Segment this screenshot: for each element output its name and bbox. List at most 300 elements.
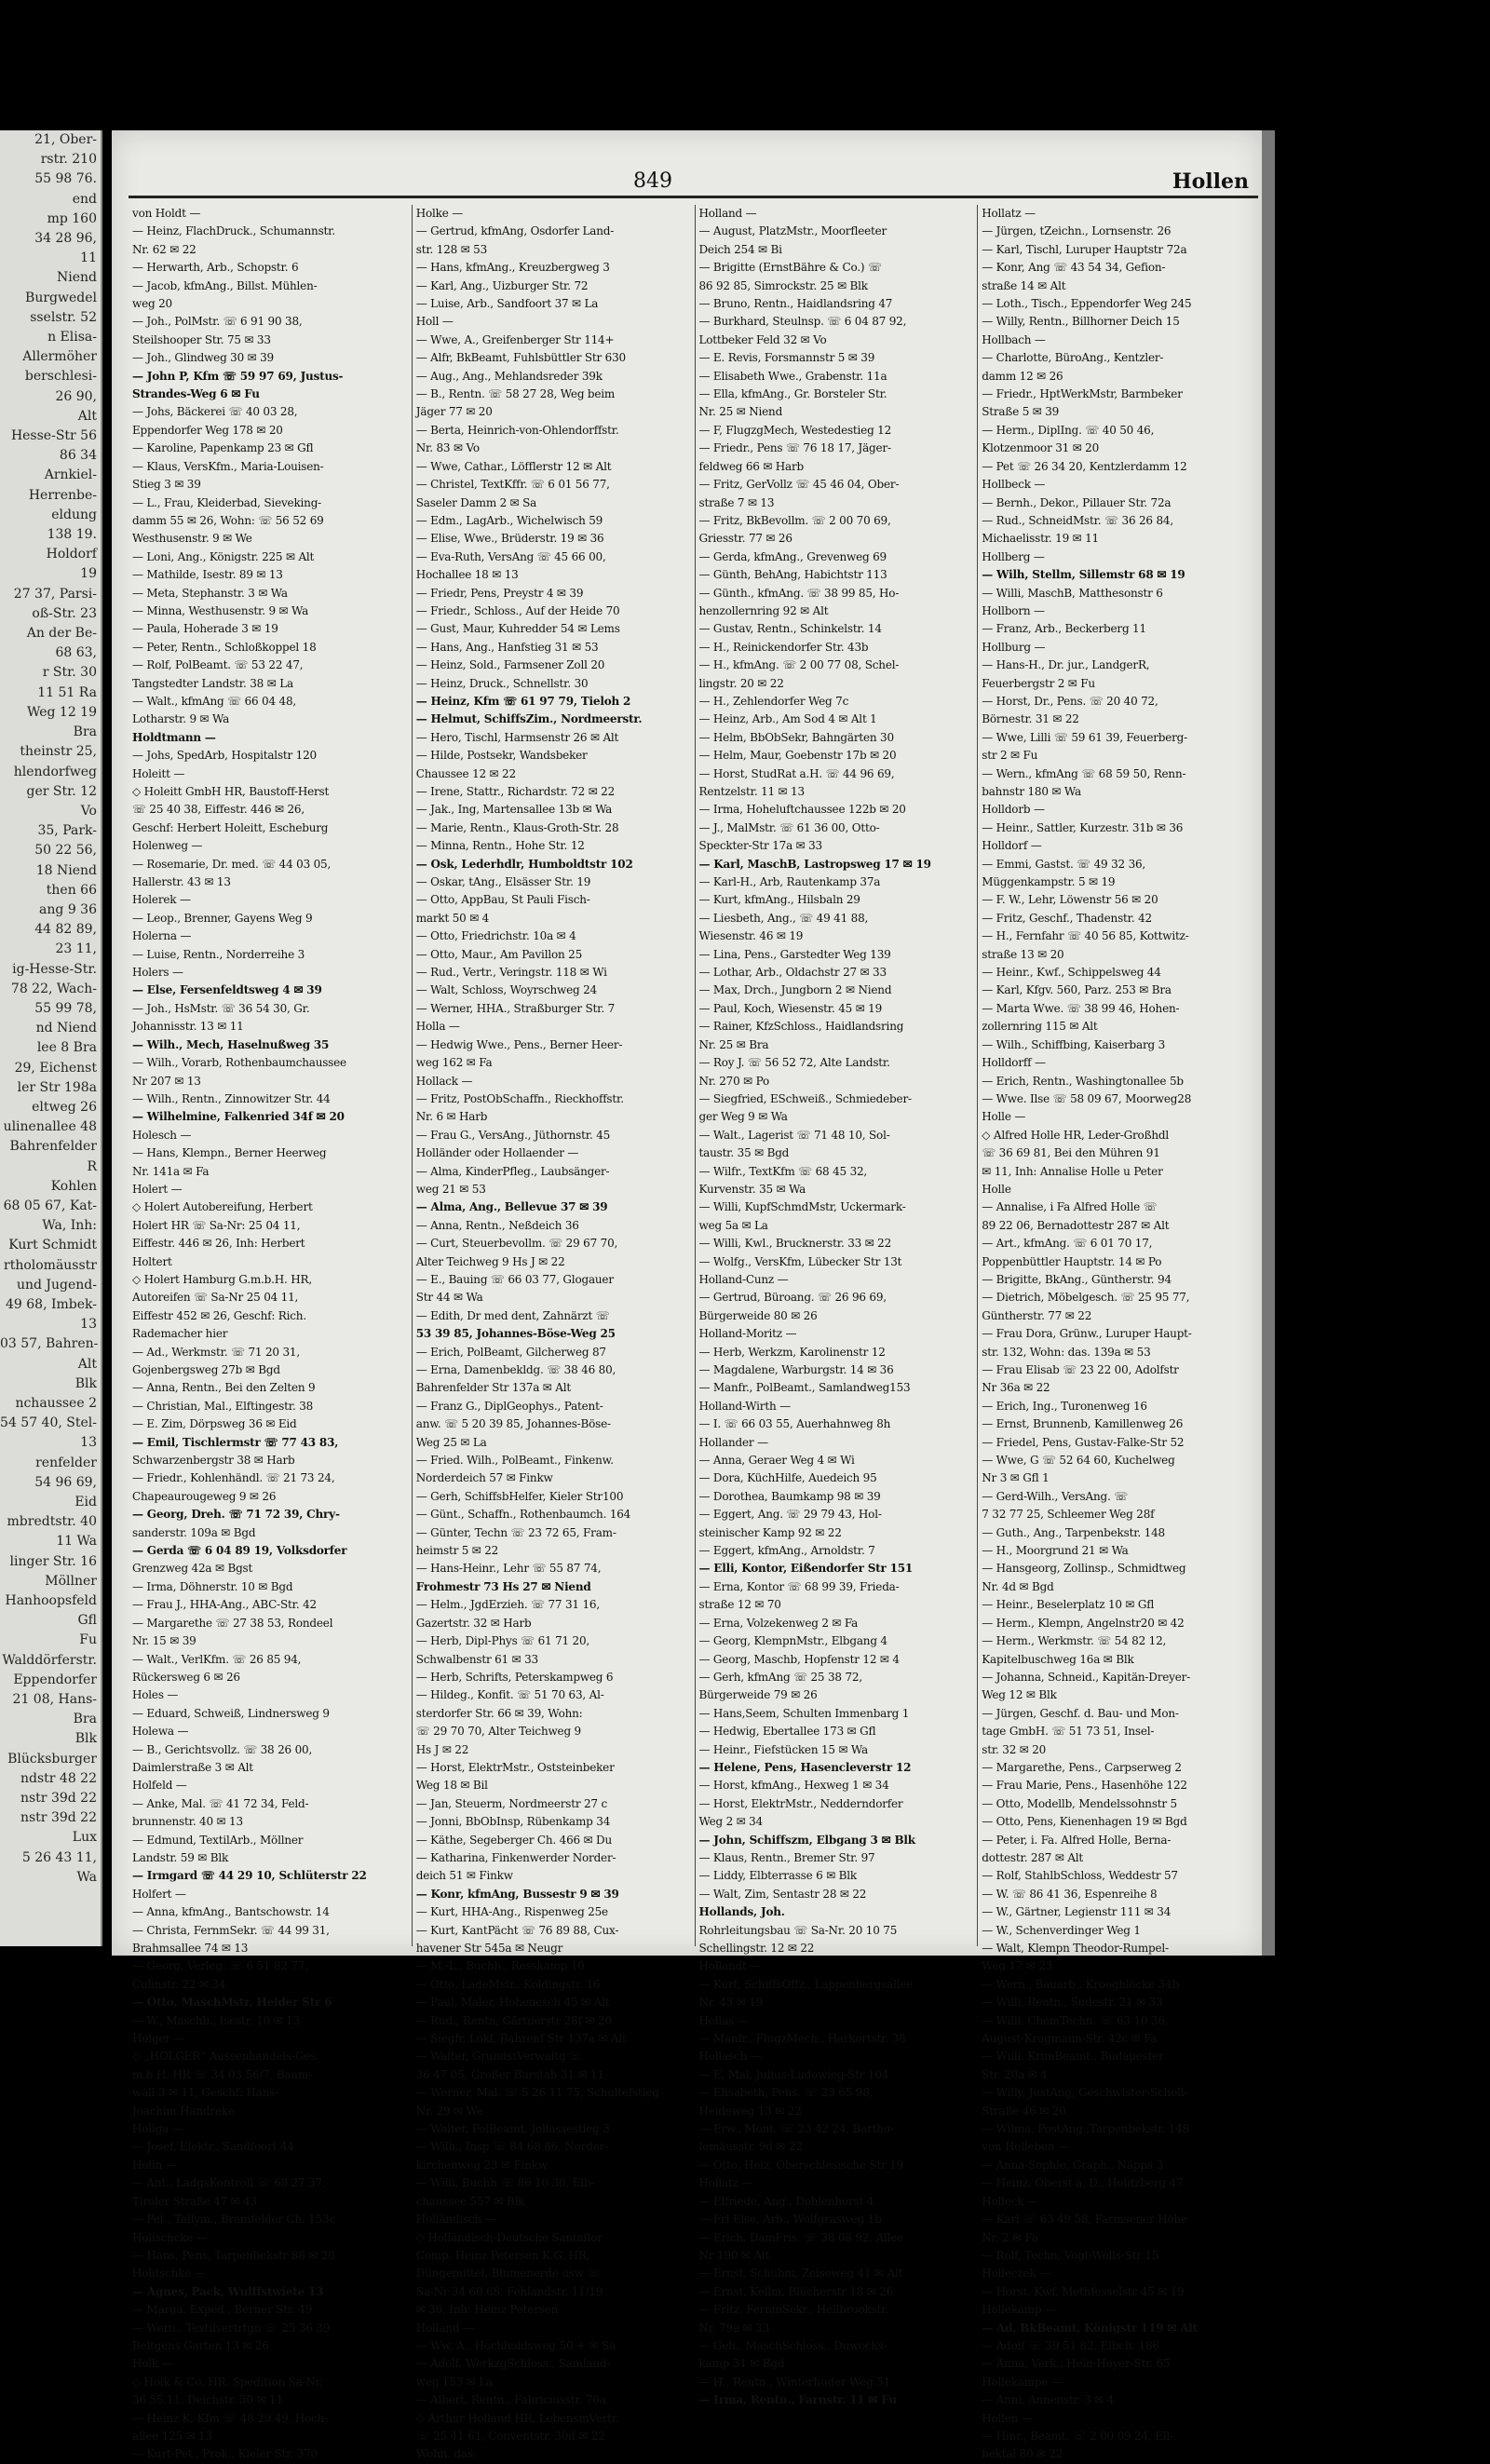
- fragment-line: 138 19.: [47, 527, 97, 543]
- directory-entry-line: — Horst, kfmAng., Hexweg 1 ✉ 34: [698, 1779, 889, 1793]
- directory-entry-line: henzollernring 92 ✉ Alt: [698, 603, 829, 617]
- directory-entry-line: Holitschke —: [132, 2267, 206, 2281]
- directory-entry-line: — Elisabeth Wwe., Grabenstr. 11a: [698, 369, 887, 383]
- directory-entry-line: Feuerbergstr 2 ✉ Fu: [982, 676, 1095, 690]
- directory-entry-line: — H., kfmAng. ☏ 2 00 77 08, Schel-: [698, 658, 900, 672]
- directory-entry-line: — W., Gärtner, Legienstr 111 ✉ 34: [982, 1905, 1172, 1919]
- fragment-line: Blücksburger: [7, 1751, 97, 1767]
- fragment-line: mbredtstr. 40: [7, 1514, 97, 1530]
- directory-entry-line: — Oskar, tAng., Elsässer Str. 19: [415, 875, 591, 889]
- fragment-line: Kohlen: [50, 1178, 97, 1194]
- directory-entry-line: Holerek —: [132, 893, 191, 907]
- directory-entry-line: Weg 18 ✉ Bil: [415, 1779, 488, 1793]
- directory-entry-line: sterdorfer Str. 66 ✉ 39, Wohn:: [415, 1706, 583, 1720]
- directory-entry-line: — Annalise, i Fa Alfred Holle ☏: [982, 1200, 1158, 1214]
- directory-page: [112, 130, 1262, 2461]
- directory-entry-line: — Georg, Dreh. ☏ 71 72 39, Chry-: [132, 1508, 340, 1522]
- directory-entry-line: Sa-Nr 34 60 68, Fehlandstr. 11/19: [415, 2284, 603, 2298]
- directory-entry-line: Rückersweg 6 ✉ 26: [132, 1670, 240, 1684]
- fragment-line: Alt: [77, 408, 97, 424]
- directory-entry-line: kamp 31 ✉ Bgd: [698, 2357, 785, 2371]
- directory-entry-line: — Fritz, FernmSekr., Hellbrookstr.: [698, 2303, 888, 2317]
- directory-entry-line: markt 50 ✉ 4: [415, 911, 490, 925]
- fragment-line: Allermöher: [22, 349, 97, 365]
- directory-entry-line: — Wwe, A., Greifenberger Str 114+: [415, 332, 615, 346]
- directory-entry-line: — Fried. Wilh., PolBeamt., Finkenw.: [415, 1454, 614, 1468]
- directory-entry-line: — Friedr., Kohlenhändl. ☏ 21 73 24,: [132, 1471, 335, 1485]
- directory-entry-line: Holldorf —: [982, 839, 1042, 853]
- directory-entry-line: Holfeld —: [132, 1779, 187, 1793]
- directory-entry-line: — Siegfried, ESchweiß., Schmiedeber-: [698, 1091, 912, 1105]
- directory-entry-line: — Wern., kfmAng ☏ 68 59 50, Renn-: [982, 766, 1186, 780]
- directory-entry-line: — Otto, LadeMstr., Koldingstr. 16: [415, 1977, 601, 1991]
- fragment-line: renfelder: [35, 1455, 97, 1470]
- fragment-line: n Elisa-: [47, 330, 97, 345]
- fragment-line: Blk: [74, 1375, 97, 1391]
- directory-entry-line: Kapitelbuschweg 16a ✉ Blk: [982, 1652, 1134, 1666]
- directory-entry-line: — Heinz K, Kfm ☏ 48 29 49, Hoch-: [132, 2411, 328, 2425]
- directory-entry-line: Hollbeck —: [982, 478, 1046, 492]
- directory-entry-line: heimstr 5 ✉ 22: [415, 1544, 499, 1558]
- directory-entry-line: — Karl, Kfgv. 560, Parz. 253 ✉ Bra: [982, 983, 1172, 997]
- directory-entry-line: ☏ 29 70 70, Alter Teichweg 9: [415, 1725, 581, 1739]
- directory-entry-line: — Joh., HsMstr. ☏ 36 54 30, Gr.: [132, 1001, 310, 1015]
- fragment-line: Wa, Inh:: [42, 1218, 97, 1234]
- header-rule: [129, 196, 1258, 198]
- directory-entry-line: — Erich, DamFris. ☏ 38 08 92, Allee: [698, 2230, 904, 2244]
- directory-entry-line: — Magdalene, Warburgstr. 14 ✉ 36: [698, 1363, 894, 1376]
- directory-entry-line: Autoreifen ☏ Sa-Nr 25 04 11,: [132, 1291, 299, 1305]
- directory-entry-line: Holes —: [132, 1688, 179, 1702]
- directory-entry-line: ◇ Arthur Holland HR, LebensmVertr.: [415, 2411, 619, 2425]
- directory-entry-line: — Wilma, PostAng.,Tarpenbekstr. 148: [982, 2122, 1189, 2136]
- directory-entry-line: — Johanna, Schneid., Kapitän-Dreyer-: [982, 1670, 1191, 1684]
- directory-entry-line: — Wilh., Rentn., Zinnowitzer Str. 44: [132, 1091, 331, 1105]
- directory-entry-line: — Alfr, BkBeamt, Fuhlsbüttler Str 630: [415, 351, 626, 365]
- directory-entry-line: Hollatz —: [982, 207, 1036, 220]
- directory-entry-line: Holland-Wirth —: [698, 1399, 791, 1413]
- directory-entry-line: — Gerda, kfmAng., Grevenweg 69: [698, 549, 887, 563]
- directory-entry-line: — Liesbeth, Ang., ☏ 49 41 88,: [698, 911, 869, 925]
- directory-entry-line: — Hans-H., Dr. jur., LandgerR,: [982, 658, 1150, 672]
- fragment-line: ger Str. 12: [26, 783, 97, 799]
- directory-entry-line: — Ernst, Kellm, Blücherstr 18 ✉ 26: [698, 2284, 894, 2298]
- directory-entry-line: — Christian, Mal., Elftingestr. 38: [132, 1399, 314, 1413]
- fragment-line: ler Str 198a: [17, 1079, 97, 1095]
- directory-entry-line: — Hans, Pens, Tarpenbekstr 88 ✉ 20: [132, 2248, 335, 2262]
- directory-entry-line: Saseler Damm 2 ✉ Sa: [415, 495, 537, 509]
- directory-entry-line: — Rainer, KfzSchloss., Haidlandsring: [698, 1020, 904, 1034]
- directory-entry-line: — Jürgen, Geschf. d. Bau- und Mon-: [982, 1706, 1179, 1720]
- directory-entry-line: — Wilh., Schiffbing, Kaiserbarg 3: [982, 1037, 1166, 1051]
- directory-entry-line: Hollander —: [698, 1435, 768, 1449]
- directory-entry-line: — Kurt-Pet., Prok., Kieler Str. 370: [132, 2447, 318, 2461]
- directory-entry-line: — W. ☏ 86 41 36, Espenreihe 8: [982, 1887, 1158, 1901]
- directory-entry-line: — Willi, Buchh ☏ 86 10 30, Elb-: [415, 2176, 595, 2190]
- directory-entry-line: — Friedr., Schloss., Auf der Heide 70: [415, 603, 620, 617]
- directory-entry-line: — Manfr., FlugzMech., Harkortstr. 38: [698, 2032, 906, 2046]
- fragment-line: 55 99 78,: [34, 1000, 97, 1016]
- directory-entry-line: — Günth., kfmAng. ☏ 38 99 85, Ho-: [698, 586, 900, 600]
- directory-entry-line: str 2 ✉ Fu: [982, 749, 1038, 763]
- directory-entry-line: — Georg, Maschb, Hopfenstr 12 ✉ 4: [698, 1652, 900, 1666]
- directory-entry-line: ◇ „HOLGER“ Aussenhandels-Ges.: [132, 2050, 319, 2064]
- directory-entry-line: Str 44 ✉ Wa: [415, 1291, 483, 1305]
- directory-entry-line: — Katharina, Finkenwerder Norder-: [415, 1850, 616, 1864]
- directory-entry-line: — Wern., Bauarb., Kroogblöcke 34b: [982, 1977, 1179, 1991]
- directory-entry-line: — Adolf, WerkzgSchloss., Samland-: [415, 2357, 611, 2371]
- directory-entry-line: ☏ 25 41 61, Conventstr. 30d ✉ 22: [415, 2429, 605, 2443]
- directory-entry-line: — Karl-H., Arb, Rautenkamp 37a: [698, 875, 881, 889]
- directory-entry-line: — Ella, kfmAng., Gr. Borsteler Str.: [698, 387, 887, 401]
- directory-entry-line: sanderstr. 109a ✉ Bgd: [132, 1525, 256, 1539]
- directory-entry-line: Nr. 141a ✉ Fa: [132, 1164, 210, 1178]
- directory-entry-line: — Wilh., Mech, Haselnußweg 35: [132, 1037, 330, 1051]
- column-4: [977, 205, 1260, 2461]
- directory-entry-line: — Ww, A., Hochholdsweg 50 + ✉ Sa: [415, 2338, 616, 2352]
- directory-entry-line: — John P, Kfm ☏ 59 97 69, Justus-: [132, 369, 344, 383]
- directory-entry-line: — Minna, Westhusenstr. 9 ✉ Wa: [132, 603, 309, 617]
- fragment-line: Lux: [72, 1830, 97, 1846]
- directory-entry-line: Nr. 4d ✉ Bgd: [982, 1579, 1054, 1593]
- directory-entry-line: Holischcke —: [132, 2230, 208, 2244]
- directory-entry-line: m.b.H. HR ☏ 34 03 56/7, Baum-: [132, 2067, 312, 2081]
- directory-entry-line: — Ernst, Brunnenb, Kamillenweg 26: [982, 1417, 1184, 1431]
- directory-entry-line: — E, Mal, Julius-Ludowieg-Str 104: [698, 2067, 889, 2081]
- directory-entry-line: — Günt., Schaffn., Rothenbaumch. 164: [415, 1508, 631, 1522]
- directory-entry-line: wall 3 ✉ 11, Geschf: Hans-: [132, 2086, 279, 2100]
- directory-entry-line: Tiroler Straße 47 ✉ 43: [132, 2194, 257, 2208]
- directory-entry-line: — Erich, Rentn., Washingtonallee 5b: [982, 1074, 1184, 1088]
- directory-entry-line: — Erna, Damenbekldg. ☏ 38 46 80,: [415, 1363, 616, 1376]
- directory-entry-line: allee 125 ✉ 13: [132, 2429, 212, 2443]
- directory-entry-line: Holger —: [132, 2032, 185, 2046]
- directory-entry-line: — Wilhelmine, Falkenried 34f ✉ 20: [132, 1110, 345, 1124]
- directory-entry-line: straße 7 ✉ 13: [698, 495, 775, 509]
- fragment-line: Vo: [80, 803, 97, 819]
- fragment-line: 54 96 69,: [34, 1474, 97, 1490]
- directory-entry-line: Hollasch —: [698, 2050, 762, 2064]
- directory-entry-line: — Margarethe, Pens., Carpserweg 2: [982, 1760, 1182, 1774]
- directory-entry-line: — Paul, Maler, Hohenesch 45 ✉ Alt: [415, 1996, 610, 2010]
- directory-entry-line: Culinstr. 22 ✉ 34: [132, 1977, 226, 1991]
- directory-entry-line: — Ernst, Schuhm, Zeiseweg 41 ✉ Alt: [698, 2267, 903, 2281]
- directory-entry-line: Geschf: Herbert Holeitt, Escheburg: [132, 820, 329, 834]
- guide-word: Hollen: [1172, 169, 1249, 194]
- adjacent-page-fragment: [0, 130, 102, 1946]
- directory-entry-line: ✉ 36, Inh: Heinz Petersen: [415, 2303, 559, 2317]
- directory-entry-line: — H., Reinickendorfer Str. 43b: [698, 640, 869, 654]
- directory-entry-line: — Walt, Zim, Sentastr 28 ✉ 22: [698, 1887, 867, 1901]
- directory-entry-line: — Otto, AppBau, St Pauli Fisch-: [415, 893, 590, 907]
- directory-entry-line: — Jacob, kfmAng., Billst. Mühlen-: [132, 278, 318, 292]
- directory-entry-line: Alter Teichweg 9 Hs J ✉ 22: [415, 1254, 565, 1268]
- fragment-line: 68 63,: [55, 645, 97, 661]
- directory-entry-line: — Willy, Rentn., Billhorner Deich 15: [982, 315, 1180, 329]
- directory-entry-line: Hollas —: [698, 2013, 749, 2027]
- directory-entry-line: Eiffestr. 446 ✉ 26, Inh: Herbert: [132, 1237, 305, 1251]
- directory-entry-line: — E. Zim, Dörpsweg 36 ✉ Eid: [132, 1417, 297, 1431]
- directory-entry-line: Nr. 270 ✉ Po: [698, 1074, 770, 1088]
- directory-entry-line: — Adolf ☏ 39 51 82, Elbch. 186: [982, 2338, 1159, 2352]
- directory-entry-line: — Ant., LadgsKontroll ☏ 68 27 37,: [132, 2176, 326, 2190]
- directory-entry-line: — Otto, Friedrichstr. 10a ✉ 4: [415, 929, 576, 943]
- directory-entry-line: — Franz G., DiplGeophys., Patent-: [415, 1399, 603, 1413]
- directory-entry-line: — Liddy, Elbterrasse 6 ✉ Blk: [698, 1869, 858, 1883]
- directory-entry-line: — Burkhard, Steulnsp. ☏ 6 04 87 92,: [698, 315, 907, 329]
- directory-entry-line: Jäger 77 ✉ 20: [415, 405, 493, 419]
- directory-entry-line: Deich 254 ✉ Bi: [698, 242, 782, 256]
- directory-entry-line: Nr. 62 ✉ 22: [132, 242, 196, 256]
- directory-entry-line: — Hilde, Postsekr, Wandsbeker: [415, 749, 588, 763]
- directory-entry-line: — Willi, Kwl., Brucknerstr. 33 ✉ 22: [698, 1237, 892, 1251]
- directory-entry-line: Nr 36a ✉ 22: [982, 1381, 1050, 1395]
- directory-entry-line: ◇ Alfred Holle HR, Leder-Großhdl: [982, 1128, 1170, 1142]
- directory-entry-line: Wohn. das.: [415, 2447, 477, 2461]
- directory-entry-line: ✉ 11, Inh: Annalise Holle u Peter: [982, 1164, 1163, 1178]
- directory-entry-line: Daimlerstraße 3 ✉ Alt: [132, 1760, 253, 1774]
- directory-entry-line: Lotharstr. 9 ✉ Wa: [132, 712, 230, 726]
- directory-entry-line: — Leop., Brenner, Gayens Weg 9: [132, 911, 313, 925]
- directory-entry-line: — Irma, Döhnerstr. 10 ✉ Bgd: [132, 1579, 293, 1593]
- directory-entry-line: — Gerh, SchiffsbHelfer, Kieler Str100: [415, 1489, 624, 1503]
- directory-entry-line: Nr. 15 ✉ 39: [132, 1634, 196, 1648]
- directory-entry-line: Nr. 29 ✉ We: [415, 2104, 483, 2118]
- directory-entry-line: Holldorb —: [982, 803, 1045, 817]
- directory-entry-line: — H., Moorgrund 21 ✉ Wa: [982, 1544, 1129, 1558]
- directory-entry-line: — Bernh., Dekor., Pillauer Str. 72a: [982, 495, 1172, 509]
- directory-entry-line: Börnestr. 31 ✉ 22: [982, 712, 1079, 726]
- directory-entry-line: — Willi, KupfSchmdMstr, Uckermark-: [698, 1200, 906, 1214]
- directory-entry-line: — Siegfr, Lokf, Bahrenf Str 137a ✉ Alt: [415, 2032, 627, 2046]
- directory-entry-line: — J., MalMstr. ☏ 61 36 00, Otto-: [698, 820, 880, 834]
- directory-entry-line: Straße 46 ✉ 20: [982, 2104, 1066, 2118]
- directory-entry-line: weg 153 ✉ La: [415, 2375, 493, 2389]
- directory-entry-line: damm 12 ✉ 26: [982, 369, 1063, 383]
- directory-entry-line: Eiffestr 452 ✉ 26, Geschf: Rich.: [132, 1308, 306, 1322]
- directory-entry-line: — Marga, Exped., Berner Str. 49: [132, 2303, 313, 2317]
- directory-entry-line: Weg 2 ✉ 34: [698, 1815, 764, 1829]
- directory-entry-line: — Eduard, Schweiß, Lindnersweg 9: [132, 1706, 330, 1720]
- directory-entry-line: Gazertstr. 32 ✉ Harb: [415, 1616, 532, 1630]
- fragment-line: 21, Ober-: [34, 132, 97, 147]
- directory-entry-line: steinischer Kamp 92 ✉ 22: [698, 1525, 842, 1539]
- directory-entry-line: lingstr. 20 ✉ 22: [698, 676, 784, 690]
- directory-entry-line: — Gerda ☏ 6 04 89 19, Volksdorfer: [132, 1544, 347, 1558]
- directory-entry-line: — Frau J., HHA-Ang., ABC-Str. 42: [132, 1598, 317, 1612]
- directory-entry-line: — Erna, Kontor ☏ 68 99 39, Frieda-: [698, 1579, 900, 1593]
- directory-entry-line: Holtert: [132, 1254, 172, 1268]
- directory-entry-line: von Holleben —: [982, 2140, 1069, 2154]
- directory-entry-line: — Rolf, StahlbSchloss, Weddestr 57: [982, 1869, 1178, 1883]
- directory-entry-line: — Hans, Klempn., Berner Heerweg: [132, 1146, 327, 1160]
- column-1: [129, 205, 412, 2461]
- directory-entry-line: 86 92 85, Simrockstr. 25 ✉ Blk: [698, 278, 868, 292]
- directory-entry-line: feldweg 66 ✉ Harb: [698, 459, 805, 473]
- fragment-line: Hesse-Str 56: [10, 428, 97, 444]
- directory-entry-line: — Joh., PolMstr. ☏ 6 91 90 38,: [132, 315, 303, 329]
- directory-entry-line: — Mathilde, Isestr. 89 ✉ 13: [132, 568, 283, 582]
- fragment-line: lee 8 Bra: [36, 1040, 97, 1056]
- directory-entry-line: — Herb, Werkzm, Karolinenstr 12: [698, 1345, 886, 1359]
- directory-entry-line: — Alma, KinderPfleg., Laubsänger-: [415, 1164, 610, 1178]
- directory-entry-line: — Walt., kfmAng ☏ 66 04 48,: [132, 694, 297, 708]
- directory-entry-line: — H., Zehlendorfer Weg 7c: [698, 694, 849, 708]
- directory-entry-line: Holk —: [132, 2357, 173, 2371]
- directory-entry-line: — Hansgeorg, Zollinsp., Schmidtweg: [982, 1562, 1186, 1576]
- directory-entry-line: Schwarzenbergstr 38 ✉ Harb: [132, 1454, 295, 1468]
- directory-entry-line: — Karoline, Papenkamp 23 ✉ Gfl: [132, 441, 314, 455]
- directory-entry-line: weg 162 ✉ Fa: [415, 1056, 493, 1070]
- directory-entry-line: Hollburg —: [982, 640, 1046, 654]
- directory-entry-line: — Pet., Tallym., Bramfelder Ch. 153c: [132, 2213, 335, 2227]
- directory-entry-line: — Irene, Stattr., Richardstr. 72 ✉ 22: [415, 785, 616, 798]
- directory-entry-line: ☏ 25 40 38, Eiffestr. 446 ✉ 26,: [132, 803, 305, 817]
- directory-entry-line: — F. W., Lehr, Löwenstr 56 ✉ 20: [982, 893, 1158, 907]
- directory-entry-line: Hollberg —: [982, 549, 1045, 563]
- directory-entry-line: Michaelisstr. 19 ✉ 11: [982, 532, 1099, 546]
- fragment-line: 13: [80, 1435, 97, 1451]
- directory-entry-line: — Peter, i. Fa. Alfred Holle, Berna-: [982, 1833, 1172, 1847]
- directory-entry-line: — Friedr, Pens, Preystr 4 ✉ 39: [415, 586, 584, 600]
- directory-entry-line: — Heinz, FlachDruck., Schumannstr.: [132, 224, 335, 238]
- directory-entry-line: — Anna-Sophie, Graph., Näpps 3: [982, 2158, 1163, 2172]
- directory-entry-line: — B., Gerichtsvollz. ☏ 38 26 00,: [132, 1742, 313, 1756]
- directory-entry-line: — Horst, ElektrMstr., Oststeinbeker: [415, 1760, 615, 1774]
- directory-entry-line: — Hedwig, Ebertallee 173 ✉ Gfl: [698, 1725, 876, 1739]
- fragment-line: und Jugend-: [16, 1277, 97, 1293]
- directory-entry-line: — E., Bauing ☏ 66 03 77, Glogauer: [415, 1272, 614, 1286]
- directory-entry-line: — Heinr., Kwf., Schippelsweg 44: [982, 966, 1161, 980]
- directory-entry-line: — M.-L., Buchh., Resskamp 10: [415, 1959, 585, 1973]
- directory-entry-line: Weg 12 ✉ Blk: [982, 1688, 1057, 1702]
- directory-entry-line: — Georg, Verleg. ☏ 6 51 82 77,: [132, 1959, 308, 1973]
- directory-entry-line: — Paul, Koch, Wiesenstr. 45 ✉ 19: [698, 1001, 883, 1015]
- directory-entry-line: Westhusenstr. 9 ✉ We: [132, 532, 252, 546]
- directory-entry-line: — Käthe, Segeberger Ch. 466 ✉ Du: [415, 1833, 613, 1847]
- directory-entry-line: Holland-Cunz —: [698, 1272, 789, 1286]
- directory-entry-line: Holeitt —: [132, 766, 185, 780]
- directory-entry-line: — Erw., Mont. ☏ 23 42 24, Bartho-: [698, 2122, 894, 2136]
- fragment-line: Gfl: [77, 1613, 97, 1629]
- directory-entry-line: Bürgerweide 79 ✉ 26: [698, 1688, 818, 1702]
- directory-entry-line: — Walter, PolBeamt, Jollassestieg 3: [415, 2122, 610, 2136]
- fragment-line: 44 82 89,: [34, 922, 97, 938]
- directory-entry-line: 89 22 06, Bernadottestr 287 ✉ Alt: [982, 1218, 1170, 1232]
- fragment-line: 68 05 67, Kat-: [3, 1198, 97, 1213]
- fragment-line: Fu: [79, 1632, 97, 1648]
- directory-entry-line: — Erna, Volzekenweg 2 ✉ Fa: [698, 1616, 859, 1630]
- directory-entry-line: — Irma, Rentn., Farnstr. 11 ✉ Fu: [698, 2393, 897, 2407]
- directory-entry-line: Holke —: [415, 207, 464, 220]
- fragment-line: linger Str. 16: [9, 1553, 97, 1569]
- directory-entry-line: Nr. 79a ✉ 33: [698, 2321, 770, 2335]
- directory-entry-line: — Karl, Tischl, Luruper Hauptstr 72a: [982, 242, 1187, 256]
- directory-entry-line: — Wwe, Cathar., Löfflerstr 12 ✉ Alt: [415, 459, 612, 473]
- directory-entry-line: — Frau Marie, Pens., Hasenhöhe 122: [982, 1779, 1187, 1793]
- fragment-line: 11: [80, 250, 97, 266]
- directory-entry-line: Lottbeker Feld 32 ✉ Vo: [698, 332, 827, 346]
- directory-entry-line: — Herm., Werkmstr. ☏ 54 82 12,: [982, 1634, 1167, 1648]
- directory-entry-line: Rademacher hier: [132, 1327, 228, 1341]
- directory-entry-line: — Erich, PolBeamt, Gilcherweg 87: [415, 1345, 606, 1359]
- directory-entry-line: zollernring 115 ✉ Alt: [982, 1020, 1098, 1034]
- directory-entry-line: — Edith, Dr med dent, Zahnärzt ☏: [415, 1308, 610, 1322]
- directory-entry-line: damm 55 ✉ 26, Wohn: ☏ 56 52 69: [132, 513, 324, 527]
- directory-entry-line: — W., Schenverdinger Weg 1: [982, 1923, 1141, 1937]
- directory-entry-line: Grenzweg 42a ✉ Bgst: [132, 1562, 253, 1576]
- directory-entry-line: Wiesenstr. 46 ✉ 19: [698, 929, 804, 943]
- directory-entry-line: Holewa —: [132, 1725, 189, 1739]
- directory-entry-line: — Heinz, Arb., Am Sod 4 ✉ Alt 1: [698, 712, 877, 726]
- directory-entry-line: — Rud., Vertr., Veringstr. 118 ✉ Wi: [415, 966, 607, 980]
- directory-entry-line: — Geh., MaschSchloss., Duwocks-: [698, 2338, 887, 2352]
- directory-entry-line: — H., Fernfahr ☏ 40 56 85, Kottwitz-: [982, 929, 1189, 943]
- fragment-line: 35, Park-: [37, 823, 97, 839]
- fragment-line: eldung: [51, 507, 97, 522]
- directory-entry-line: — Hinr., Beamt. ☏ 2 00 09 24, Ell-: [982, 2429, 1173, 2443]
- directory-entry-line: Kurvenstr. 35 ✉ Wa: [698, 1182, 806, 1196]
- directory-entry-line: Holldorff —: [982, 1056, 1046, 1070]
- fragment-line: nd Niend: [35, 1021, 97, 1036]
- directory-entry-line: — Lothar, Arb., Oldachstr 27 ✉ 33: [698, 966, 887, 980]
- directory-entry-line: Holle —: [982, 1110, 1026, 1124]
- directory-entry-line: — Helm, Maur, Goebenstr 17b ✉ 20: [698, 749, 897, 763]
- directory-entry-line: — Wwe. Ilse ☏ 58 09 67, Moorweg28: [982, 1091, 1192, 1105]
- directory-entry-line: — Otto, Pens, Kienenhagen 19 ✉ Bgd: [982, 1815, 1187, 1829]
- entry-columns: [129, 205, 1260, 2461]
- directory-entry-line: Strandes-Weg 6 ✉ Fu: [132, 387, 260, 401]
- directory-entry-line: — Emil, Tischlermstr ☏ 77 43 83,: [132, 1435, 339, 1449]
- directory-entry-line: — Pet ☏ 26 34 20, Kentzlerdamm 12: [982, 459, 1187, 473]
- page-edge-shadow: [1262, 130, 1275, 1956]
- directory-entry-line: lomäusstr. 9d ✉ 22: [698, 2140, 803, 2154]
- fragment-line: theinstr 25,: [20, 744, 97, 760]
- directory-entry-line: — Wilh., Vorarb, Rothenbaumchaussee: [132, 1056, 346, 1070]
- directory-entry-line: — Eva-Ruth, VersAng ☏ 45 66 00,: [415, 549, 606, 563]
- directory-entry-line: — Elisabeth, Pens. ☏ 23 65 98,: [698, 2086, 874, 2100]
- directory-entry-line: Holland —: [415, 2321, 474, 2335]
- directory-entry-line: Chaussee 12 ✉ 22: [415, 766, 516, 780]
- directory-entry-line: bahnstr 180 ✉ Wa: [982, 785, 1081, 798]
- directory-entry-line: — Rosemarie, Dr. med. ☏ 44 03 05,: [132, 857, 332, 871]
- fragment-line: sselstr. 52: [30, 309, 97, 325]
- fragment-line: Wa: [76, 1869, 97, 1885]
- directory-entry-line: 7 32 77 25, Schleemer Weg 28f: [982, 1508, 1155, 1522]
- directory-entry-line: — Konr, kfmAng, Bussestr 9 ✉ 39: [415, 1887, 619, 1901]
- directory-entry-line: — Loni, Ang., Königstr. 225 ✉ Alt: [132, 549, 315, 563]
- directory-entry-line: Hollands, Joh.: [698, 1905, 785, 1919]
- directory-entry-line: — Günth, BehAng, Habichtstr 113: [698, 568, 887, 582]
- directory-entry-line: — Fritz, BkBevollm. ☏ 2 00 70 69,: [698, 513, 891, 527]
- directory-entry-line: — Osk, Lederhdlr, Humboldtstr 102: [415, 857, 633, 871]
- fragment-line: ang 9 36: [39, 901, 97, 917]
- directory-entry-line: — Willy, JustAng, Geschwister-Scholl-: [982, 2086, 1188, 2100]
- directory-entry-line: — Otto, Heiz, Oberschlesische Str 19: [698, 2158, 904, 2172]
- directory-entry-line: — Marie, Rentn., Klaus-Groth-Str. 28: [415, 820, 619, 834]
- directory-entry-line: — Walt., Lagerist ☏ 71 48 10, Sol-: [698, 1128, 890, 1142]
- directory-entry-line: — Werner, Mal. ☏ 5 26 11 75, Schultefstieg: [415, 2086, 659, 2100]
- directory-entry-line: — Anna, Rentn., Neßdeich 36: [415, 1218, 579, 1232]
- directory-entry-line: Nr. 2 ✉ Fa: [982, 2230, 1038, 2244]
- directory-entry-line: straße 12 ✉ 70: [698, 1598, 781, 1612]
- directory-entry-line: — Otto, Maur., Am Pavillon 25: [415, 947, 583, 961]
- fragment-line: Burgwedel: [25, 290, 97, 305]
- directory-entry-line: Nr. 25 ✉ Bra: [698, 1037, 769, 1051]
- directory-entry-line: — Helm, BbObSekr, Bahngärten 30: [698, 730, 894, 744]
- directory-entry-line: — Irma, Hoheluftchaussee 122b ✉ 20: [698, 803, 906, 817]
- fragment-line: 86 34: [59, 448, 97, 464]
